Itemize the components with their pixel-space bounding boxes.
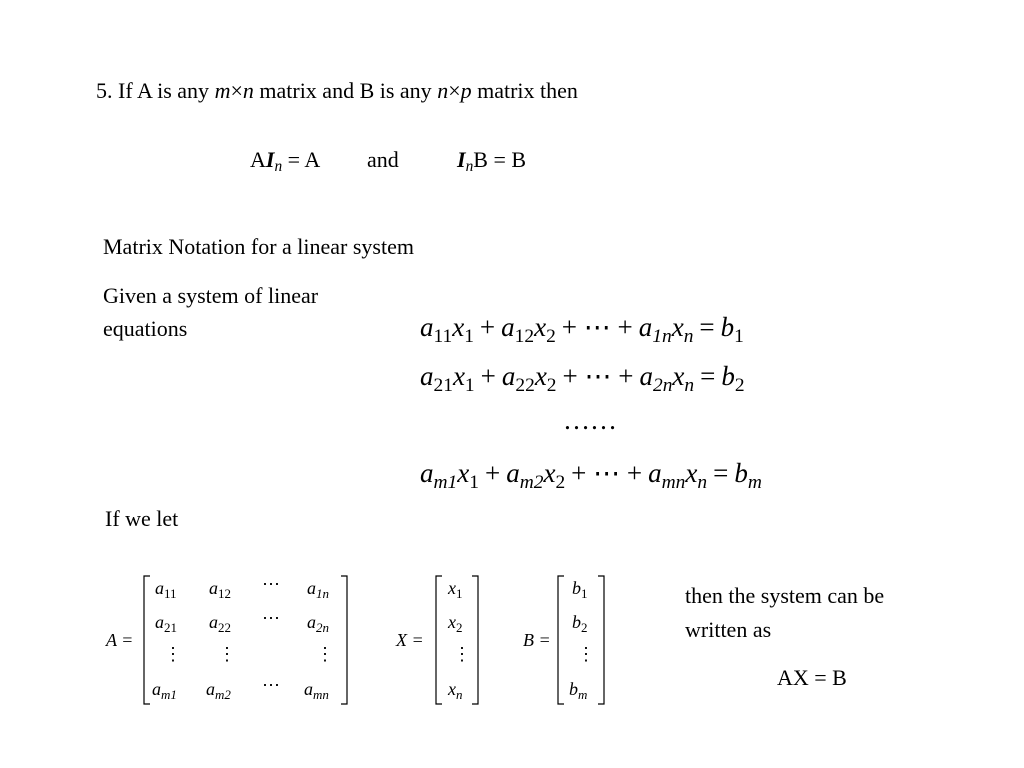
matrix-A-hdots: ⋯ — [262, 675, 280, 695]
matrix-A-entry: $a_{1n}$ — [307, 578, 329, 601]
equation-row-m: $a_{m1}x_1 + a_{m2}x_2$ + ⋯ + $a_{mn}x_n = b_m$ — [420, 458, 762, 493]
then-line-2: written as — [685, 617, 772, 642]
matrix-A-hdots: ⋯ — [262, 574, 280, 594]
matrix-X-entry: $x_1$ — [448, 578, 463, 601]
eq-A: A — [250, 147, 266, 172]
matrix-A-vdots: ⋮ — [316, 644, 334, 664]
matrix-A-entry: $a_{mn}$ — [304, 679, 329, 702]
matrix-X-vdots: ⋮ — [453, 644, 471, 664]
rule-mid: matrix and B is any — [253, 78, 438, 103]
result-equation: AX = B — [777, 665, 847, 690]
times-sign: × — [230, 78, 243, 103]
if-we-let: If we let — [105, 506, 179, 531]
matrix-B-left-bracket — [558, 576, 564, 704]
matrix-X-label: X = — [396, 630, 424, 650]
dim-m: m — [214, 78, 231, 103]
given-line-2: equations — [103, 316, 188, 341]
equation-row-2: $a_{21}x_1 + a_{22}x_2$ + ⋯ + $a_{2n}x_n = b_2$ — [420, 361, 745, 396]
matrix-B-right-bracket — [598, 576, 604, 704]
given-line-1: Given a system of linear — [103, 283, 319, 308]
matrix-B-vdots: ⋮ — [577, 644, 595, 664]
matrix-B-entry: $b_m$ — [569, 679, 588, 702]
then-line-1: then the system can be — [685, 583, 885, 608]
and-text: and — [367, 147, 399, 172]
identity-I: I — [265, 147, 275, 172]
rule-prefix: 5. If A is any — [96, 78, 215, 103]
matrix-X-entry: $x_2$ — [448, 612, 463, 635]
dim-n2: n — [437, 78, 449, 103]
identity-I-right: I — [457, 147, 466, 172]
matrix-A-entry: $a_{11}$ — [155, 578, 177, 601]
matrix-A-entry: $a_{m1}$ — [152, 679, 177, 702]
matrix-A-right-bracket — [341, 576, 347, 704]
matrix-A-vdots: ⋮ — [164, 644, 182, 664]
eq-left-rhs: = A — [282, 147, 321, 172]
matrix-B-entry: $b_1$ — [572, 578, 588, 601]
matrix-X-right-bracket — [472, 576, 478, 704]
matrix-A-hdots: ⋯ — [262, 608, 280, 628]
matrix-A-label: A = — [106, 630, 134, 650]
matrix-X-entry: $x_n$ — [448, 679, 463, 702]
dim-p: p — [460, 78, 472, 103]
rule-suffix: matrix then — [471, 78, 578, 103]
identity-sub-n: n — [274, 157, 283, 175]
matrix-A-left-bracket — [144, 576, 150, 704]
dim-n: n — [242, 78, 254, 103]
identity-sub-n-right: n — [465, 157, 474, 175]
section-heading: Matrix Notation for a linear system — [103, 234, 414, 259]
matrix-B-entry: $b_2$ — [572, 612, 588, 635]
eq-right-rhs: B = B — [473, 147, 527, 172]
matrix-X-left-bracket — [436, 576, 442, 704]
matrix-A-entry: $a_{m2}$ — [206, 679, 231, 702]
matrix-A-entry: $a_{21}$ — [155, 612, 177, 635]
matrix-A-entry: $a_{12}$ — [209, 578, 231, 601]
equation-ellipsis: …… — [563, 405, 617, 435]
matrix-A-vdots: ⋮ — [218, 644, 236, 664]
matrix-A-entry: $a_{22}$ — [209, 612, 231, 635]
matrix-A-entry: $a_{2n}$ — [307, 612, 329, 635]
times-sign-2: × — [448, 78, 461, 103]
equation-row-1: $a_{11}x_1 + a_{12}x_2$ + ⋯ + $a_{1n}x_n = b_1$ — [420, 312, 744, 347]
matrix-B-label: B = — [523, 630, 551, 650]
